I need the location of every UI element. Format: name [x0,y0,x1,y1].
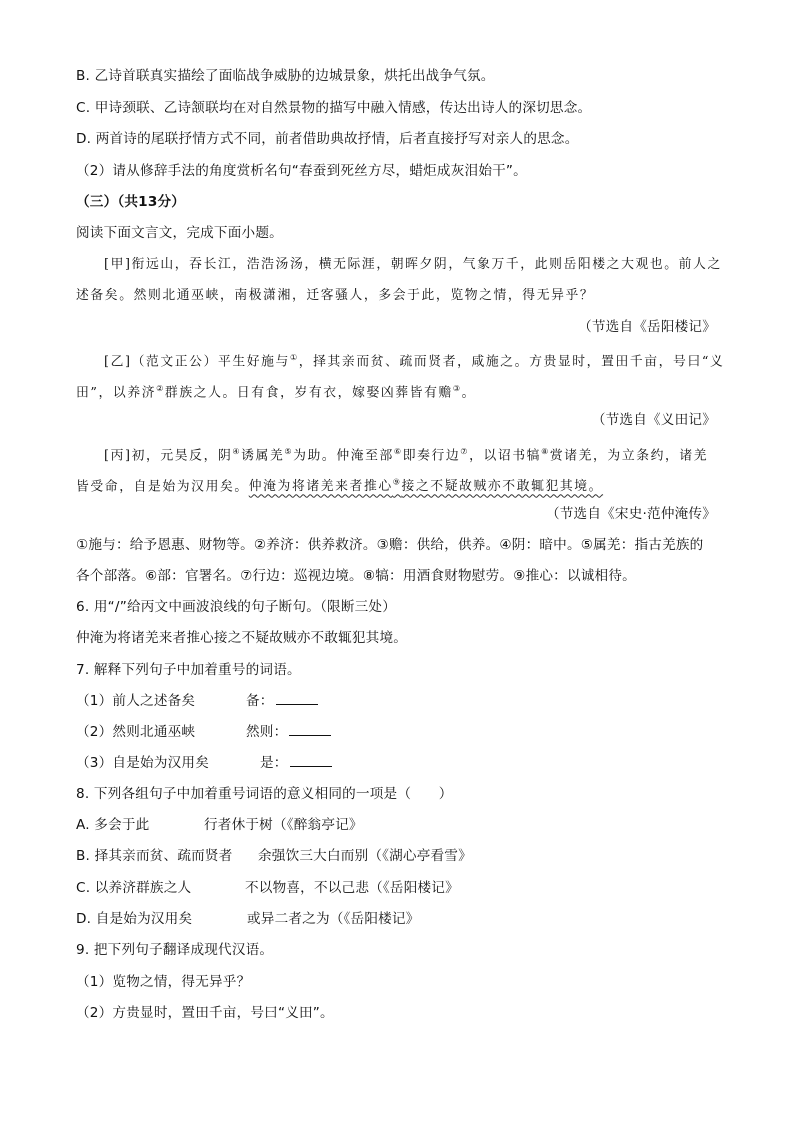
q8-stem: 8. 下列各组句子中加着重号词语的意义相同的一项是（ ） [76,786,453,802]
q7-sentence-2: （2）然则北通巫峡 [76,724,196,740]
q8-option-d [76,909,736,929]
passage-yi-source: （节选自《义田记》 [591,412,716,428]
note-mark-1: ① [289,353,299,362]
q8-option-c [76,878,736,898]
passage-bing-source: （节选自《宋史·范仲淹传》 [545,506,716,522]
q8-c-right: 不以物喜，不以己悲（《岳阳楼记》 [245,880,459,896]
q8-a-left: A. 多会于此 [76,817,150,833]
note-mark-6: ⑥ [393,447,403,456]
passage-jia-line2: 述备矣。然则北通巫峡，南极潇湘，迁客骚人，多会于此，览物之情，得无异乎？ [76,288,595,303]
passage-yi-line1 [104,348,764,372]
bing-text-6: 赏诸羌，为立条约，诸羌 [549,448,709,464]
answer-blank-3[interactable] [290,753,332,767]
q9-item-2: （2）方贵显时，置田千亩，号曰“义田”。 [76,1005,334,1021]
yi-text-3: 田”，以养济 [76,385,157,401]
note-mark-7: ⑦ [460,447,470,456]
yi-text-5: 。 [461,385,477,401]
q7-item-2 [76,722,736,742]
q6-sentence: 仲淹为将诸羌来者推心接之不疑故贼亦不敢辄犯其境。 [76,630,408,646]
note-mark-4: ④ [232,447,242,456]
q8-d-left: D. 自是始为汉用矣 [76,911,193,927]
wavy-text-1: 仲淹为将诸羌来者推心 [248,479,393,495]
note-mark-3: ③ [452,384,462,393]
bing-text-4: 即奏行边 [402,448,461,464]
passage-bing-line2 [76,473,736,497]
note-mark-2: ② [156,384,165,393]
q5-option-b: B. 乙诗首联真实描绘了面临战争威胁的边城景象，烘托出战争气氛。 [76,68,495,84]
note-mark-5: ⑤ [284,447,294,456]
q8-a-right: 行者休于树（《醉翁亭记》 [204,817,363,833]
bing-text-5: ，以诏书犒 [469,448,542,464]
q7-sentence-1: （1）前人之述备矣 [76,693,196,709]
reading-instruction: 阅读下面文言文，完成下面小题。 [76,225,283,241]
bing-text-7: 皆受命，自是始为汉用矣。 [76,479,249,495]
wavy-text-2: 接之不疑故贼亦不敢辄犯其境。 [401,479,604,495]
note-mark-8: ⑧ [541,447,550,456]
q7-word-2: 然则： [246,724,288,740]
note-mark-9: ⑨ [392,478,402,487]
answer-blank-1[interactable] [276,691,318,705]
q8-d-right: 或异二者之为（《岳阳楼记》 [247,911,420,927]
q7-item-1 [76,691,736,711]
notes-line1: ①施与：给予恩惠、财物等。②养济：供养救济。③赡：供给，供养。④阴：暗中。⑤属羌：指古羌族的 [76,537,704,553]
q5-option-c: C. 甲诗颈联、乙诗颔联均在对自然景物的描写中融入情感，传达出诗人的深切思念。 [76,100,592,116]
q6-stem: 6. 用“/”给丙文中画波浪线的句子断句。（限断三处） [76,599,397,615]
section-3-title: （三）（共13分） [76,194,186,210]
q5-part2: （2）请从修辞手法的角度赏析名句“春蚕到死丝方尽，蜡炬成灰泪始干”。 [76,163,527,179]
notes-line2: 各个部落。⑥部：官署名。⑦行边：巡视边境。⑧犒：用酒食财物慰劳。⑨推心：以诚相待。 [76,568,636,584]
yi-text-1: [乙]（范文正公）平生好施与 [104,354,290,370]
q7-sentence-3: （3）自是始为汉用矣 [76,755,209,771]
bing-text-1: [丙]初，元昊反，阴 [104,448,233,464]
q8-option-b [76,846,736,866]
q8-c-left: C. 以养济群族之人 [76,880,192,896]
q5-option-d: D. 两首诗的尾联抒情方式不同，前者借助典故抒情，后者直接抒写对亲人的思念。 [76,131,579,147]
yi-text-2: ，择其亲而贫、疏而贤者，咸施之。方贵显时，置田千亩，号曰“义 [298,354,725,370]
q7-item-3 [76,753,736,773]
q9-stem: 9. 把下列句子翻译成现代汉语。 [76,942,274,958]
yi-text-4: 群族之人。日有食，岁有衣，嫁娶凶葬皆有赡 [164,385,453,401]
q7-stem: 7. 解释下列句子中加着重号的词语。 [76,662,301,678]
bing-text-3: 为助。仲淹至部 [293,448,394,464]
q9-item-1: （1）览物之情，得无异乎？ [76,974,251,990]
q7-word-1: 备： [246,693,274,709]
passage-jia-line1: [甲]衔远山，吞长江，浩浩汤汤，横无际涯，朝晖夕阴，气象万千，此则岳阳楼之大观也。前人之 [104,257,722,272]
q7-word-3: 是： [260,755,288,771]
q8-b-right: 余强饮三大白而别（《湖心亭看雪》 [258,848,472,864]
passage-bing-line1 [104,442,764,466]
answer-blank-2[interactable] [289,722,331,736]
passage-yi-line2 [76,379,736,403]
wavy-sentence [249,479,603,494]
bing-text-2: 诱属羌 [241,448,285,464]
passage-jia-source: （节选自《岳阳楼记》 [578,319,716,335]
q8-b-left: B. 择其亲而贫、疏而贤者 [76,848,233,864]
q8-option-a [76,815,736,835]
